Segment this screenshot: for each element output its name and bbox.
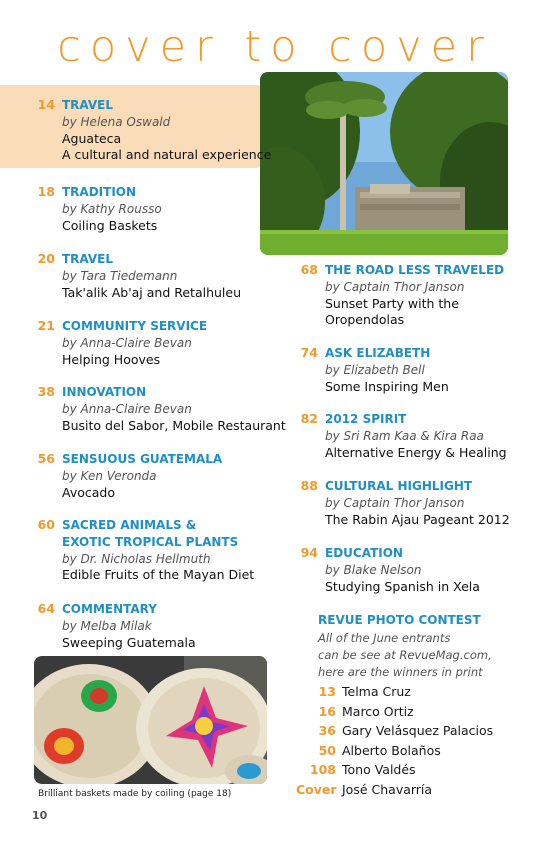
page-number: 88 xyxy=(300,478,318,493)
category-label: SENSUOUS GUATEMALA xyxy=(62,452,223,466)
byline: by Dr. Nicholas Hellmuth xyxy=(62,551,211,566)
article-title-line2: Oropendolas xyxy=(325,312,405,328)
article-title: Edible Fruits of the Mayan Diet xyxy=(62,567,255,583)
winner-name: Marco Ortiz xyxy=(342,704,414,719)
winner-name: Telma Cruz xyxy=(342,684,411,699)
article-title: Coiling Baskets xyxy=(62,217,158,233)
page-number-footer: 10 xyxy=(32,809,48,822)
page-number: 68 xyxy=(300,262,318,277)
category-label: INNOVATION xyxy=(62,385,147,399)
page-number: 20 xyxy=(37,251,55,266)
page-number: 38 xyxy=(37,384,55,399)
category-label: THE ROAD LESS TRAVELED xyxy=(325,263,505,277)
byline: by Anna-Claire Bevan xyxy=(62,335,192,350)
winner-page: 16 xyxy=(318,704,336,719)
winner-page: 108 xyxy=(309,762,336,777)
page-number: 60 xyxy=(37,517,55,532)
byline: by Helena Oswald xyxy=(62,114,171,129)
winner-name: Alberto Bolaños xyxy=(342,743,441,758)
page-title: cover to cover xyxy=(57,22,493,72)
article-title: Some Inspiring Men xyxy=(325,378,449,394)
winner-page: 50 xyxy=(318,743,336,758)
byline: by Melba Milak xyxy=(62,618,152,633)
article-title: Helping Hooves xyxy=(62,351,161,367)
article-title: Sunset Party with the xyxy=(325,295,459,311)
category-label: SACRED ANIMALS & xyxy=(62,518,197,532)
baskets-photo xyxy=(34,656,267,784)
winner-page: 13 xyxy=(318,684,336,699)
category-label: COMMUNITY SERVICE xyxy=(62,319,208,333)
winner-page: Cover xyxy=(296,782,337,797)
article-title: Sweeping Guatemala xyxy=(62,634,196,650)
byline: by Sri Ram Kaa & Kira Raa xyxy=(325,428,484,443)
category-label: COMMENTARY xyxy=(62,602,157,616)
byline: by Tara Tiedemann xyxy=(62,268,178,283)
page-number: 14 xyxy=(37,97,55,112)
photo-caption: Brilliant baskets made by coiling (page 18) xyxy=(38,789,232,799)
winner-name: Gary Velásquez Palacios xyxy=(342,723,494,738)
article-title: Aguateca xyxy=(62,130,122,146)
byline: by Ken Veronda xyxy=(62,468,157,483)
byline: by Blake Nelson xyxy=(325,562,422,577)
page-number: 82 xyxy=(300,411,318,426)
byline: by Kathy Rousso xyxy=(62,201,162,216)
article-subtitle: A cultural and natural experience xyxy=(62,147,272,163)
category-label: ASK ELIZABETH xyxy=(325,346,431,360)
winner-page: 36 xyxy=(318,723,336,738)
byline: by Elizabeth Bell xyxy=(325,362,425,377)
photo-contest-description: All of the June entrants can be see at RevueMag.com, here are the winners in print xyxy=(318,631,492,679)
category-label-line2: EXOTIC TROPICAL PLANTS xyxy=(62,534,239,549)
byline: by Anna-Claire Bevan xyxy=(62,401,192,416)
category-label: TRAVEL xyxy=(62,252,114,266)
article-title: Busito del Sabor, Mobile Restaurant xyxy=(62,417,286,433)
page-number: 56 xyxy=(37,451,55,466)
article-title: The Rabin Ajau Pageant 2012 xyxy=(325,511,510,527)
page-number: 21 xyxy=(37,318,55,333)
category-label: TRAVEL xyxy=(62,98,114,112)
winner-name: Tono Valdés xyxy=(342,762,416,777)
article-title: Studying Spanish in Xela xyxy=(325,578,480,594)
ruins-photo xyxy=(260,72,508,255)
page-number: 18 xyxy=(37,184,55,199)
page-number: 64 xyxy=(37,601,55,616)
article-title: Alternative Energy & Healing xyxy=(325,444,507,460)
photo-contest-heading: REVUE PHOTO CONTEST xyxy=(318,613,481,627)
article-title: Tak'alik Ab'aj and Retalhuleu xyxy=(62,284,242,300)
article-title: Avocado xyxy=(62,484,115,500)
category-label: CULTURAL HIGHLIGHT xyxy=(325,479,473,493)
page-number: 74 xyxy=(300,345,318,360)
category-label: EDUCATION xyxy=(325,546,403,560)
byline: by Captain Thor Janson xyxy=(325,279,465,294)
byline: by Captain Thor Janson xyxy=(325,495,465,510)
category-label: TRADITION xyxy=(62,185,137,199)
page-number: 94 xyxy=(300,545,318,560)
category-label: 2012 SPIRIT xyxy=(325,412,407,426)
winner-name: José Chavarría xyxy=(342,782,433,797)
